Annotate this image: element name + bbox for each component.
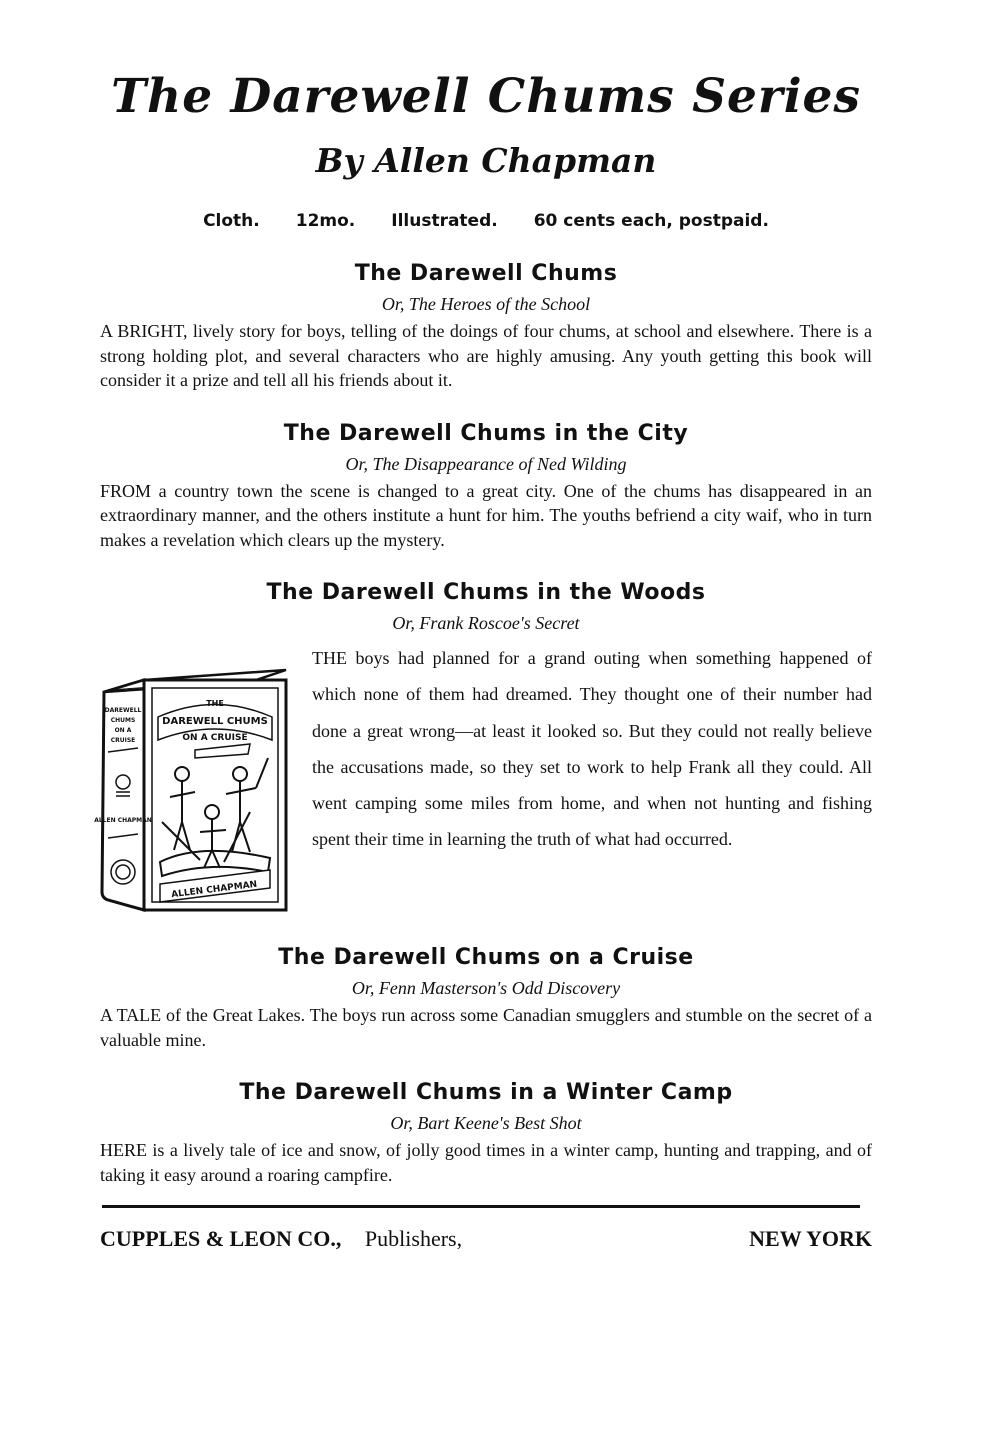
book-details (100, 209, 872, 233)
book-cover-icon (94, 662, 290, 912)
book-entry (100, 259, 872, 393)
book-entry (94, 578, 872, 917)
cover-title-main: DAREWELL CHUMS (162, 716, 268, 727)
book-title: The Darewell Chums on a Cruise (278, 945, 694, 970)
spine-text: ON A (114, 727, 132, 734)
publisher-city: NEW YORK (749, 1226, 872, 1251)
book-subtitle: Or, The Heroes of the School (381, 294, 591, 314)
book-title: The Darewell Chums in the Woods (266, 580, 706, 605)
advertisement-page (94, 55, 872, 1252)
author-line: By Allen Chapman (315, 141, 657, 180)
book-entry (100, 1078, 872, 1187)
spine-text: DAREWELL (104, 707, 142, 714)
book-description: THE boys had planned for a grand outing when something happened of which none of them had dreamed. They thought one of their number had done a great wrong—at least it looked so. But they could not really believe the accusations made, so they set to work to help Frank all they could. All went camping some miles from home, and when not hunting and fishing spent their time in learning the truth of what had occurred. (312, 648, 872, 850)
book-entry (100, 943, 872, 1052)
book-title: The Darewell Chums in the City (283, 420, 689, 446)
book-description: HERE is a lively tale of ice and snow, of jolly good times in a winter camp, hunting and trapping, and of taking it easy around a roaring campfire. (100, 1140, 872, 1185)
cover-title-top: THE (206, 699, 224, 708)
publishers-label: Publishers, (364, 1226, 463, 1251)
book-entry (100, 419, 872, 553)
publisher-footer (100, 1226, 872, 1252)
publisher-info (100, 1226, 462, 1252)
book-subtitle: Or, Fenn Masterson's Odd Discovery (351, 978, 621, 998)
cover-author: ALLEN CHAPMAN (170, 879, 258, 901)
cover-title-sub: ON A CRUISE (182, 733, 248, 743)
format-label: 12mo. (295, 211, 356, 231)
book-description: A TALE of the Great Lakes. The boys run across some Canadian smugglers and stumble on the secret of a valuable mine. (100, 1005, 872, 1050)
series-title: The Darewell Chums Series (111, 69, 861, 124)
spine-author: ALLEN CHAPMAN (94, 817, 152, 824)
publisher-name: CUPPLES & LEON CO., (100, 1226, 342, 1251)
illustrated-label: Illustrated. (391, 211, 498, 231)
divider-rule (102, 1205, 860, 1208)
book-title: The Darewell Chums (354, 261, 618, 286)
spine-text: CHUMS (110, 717, 136, 724)
book-title: The Darewell Chums in a Winter Camp (239, 1080, 733, 1105)
book-subtitle: Or, The Disappearance of Ned Wilding (345, 453, 627, 474)
book-cover-illustration (94, 640, 296, 917)
book-description: A BRIGHT, lively story for boys, telling of the doings of four chums, at school and elsewhere. There is a strong holding plot, and several characters who are highly amusing. Any youth getting this book will consider it a prize and tell all his friends about it. (100, 321, 872, 390)
price-label: 60 cents each, postpaid. (533, 211, 769, 231)
binding-label: Cloth. (203, 211, 260, 231)
book-subtitle: Or, Frank Roscoe's Secret (392, 613, 580, 633)
book-subtitle: Or, Bart Keene's Best Shot (390, 1113, 582, 1133)
book-description: FROM a country town the scene is changed to a great city. One of the chums has disappeared in an extraordinary manner, and the others institute a hunt for him. The youths befriend a city waif, who in turn makes a revelation which clears up the mystery. (100, 480, 872, 550)
spine-text: CRUISE (110, 737, 136, 744)
